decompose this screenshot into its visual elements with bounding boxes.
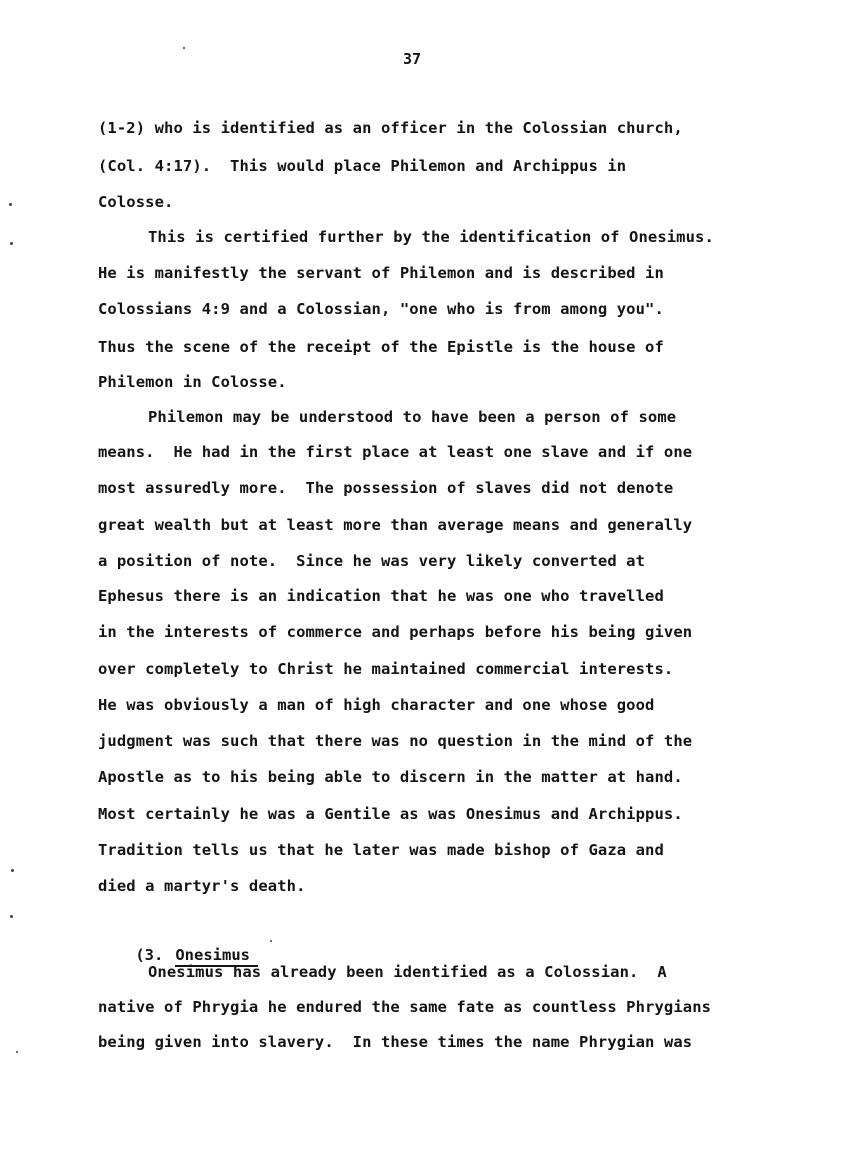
scan-speck [10,915,13,918]
text-line: (Col. 4:17). This would place Philemon and Archippus in [98,157,627,175]
scan-speck [10,242,13,245]
text-line: great wealth but at least more than average means and generally [98,516,693,534]
text-line: judgment was such that there was no question in the mind of the [98,732,693,750]
scan-speck [16,1051,18,1053]
text-line: Philemon may be understood to have been a person of some [148,408,677,426]
section-title: Onesimus [175,946,258,967]
text-line: He was obviously a man of high character and one whose good [98,696,655,714]
text-line: Colosse. [98,193,174,211]
text-line: (1-2) who is identified as an officer in the Colossian church, [98,119,683,137]
text-line: Most certainly he was a Gentile as was Onesimus and Archippus. [98,805,683,823]
page-number: 37 [403,50,422,68]
text-line: Onesimus has already been identified as a Colossian. A [148,963,667,981]
text-line: most assuredly more. The possession of slaves did not denote [98,479,674,497]
text-line: a position of note. Since he was very likely converted at [98,552,646,570]
text-line: Philemon in Colosse. [98,373,287,391]
scan-speck [270,940,272,942]
text-line: Thus the scene of the receipt of the Epistle is the house of [98,338,664,356]
scan-speck [183,47,185,49]
scan-speck [9,203,12,206]
text-line: over completely to Christ he maintained commercial interests. [98,660,674,678]
text-line: means. He had in the first place at least one slave and if one [98,443,693,461]
text-line: in the interests of commerce and perhaps before his being given [98,623,693,641]
scan-speck [11,869,14,872]
text-line: native of Phrygia he endured the same fate as countless Phrygians [98,998,712,1016]
text-line: Colossians 4:9 and a Colossian, "one who is from among you". [98,300,664,318]
text-line: He is manifestly the servant of Philemon and is described in [98,264,664,282]
text-line: Apostle as to his being able to discern in the matter at hand. [98,768,683,786]
text-line: died a martyr's death. [98,877,306,895]
text-line: This is certified further by the identification of Onesimus. [148,228,714,246]
text-line: being given into slavery. In these times the name Phrygian was [98,1033,693,1051]
text-line: Ephesus there is an indication that he was one who travelled [98,587,664,605]
section-number: (3. [135,946,164,964]
text-line: Tradition tells us that he later was made bishop of Gaza and [98,841,664,859]
